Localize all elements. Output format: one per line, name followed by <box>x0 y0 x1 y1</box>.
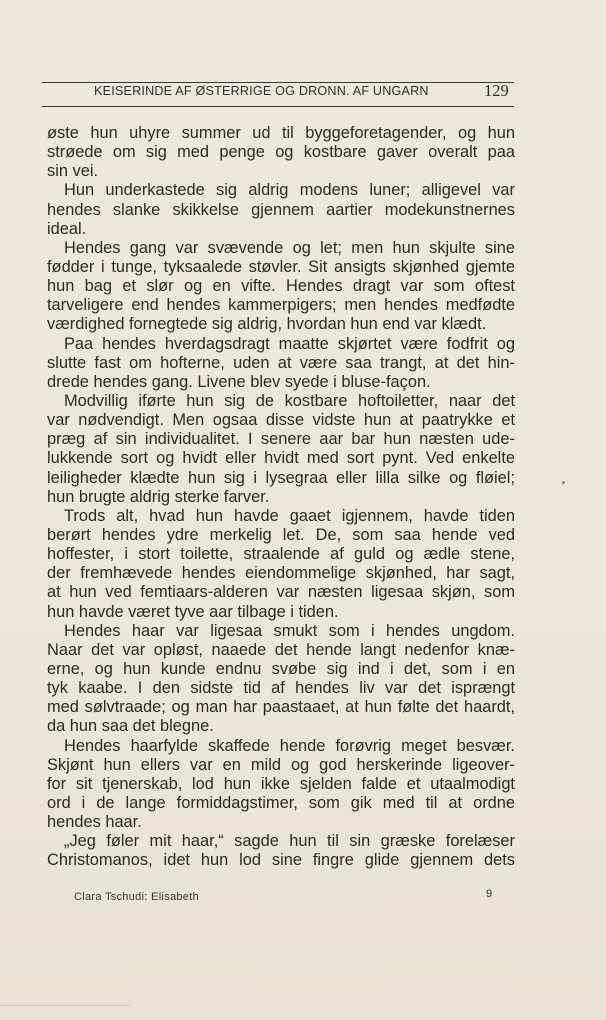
text-line: hendes slanke skikkelse gjennem aartier modekunstnernes <box>47 200 515 219</box>
text-line: Hendes haar var ligesaa smukt som i hendes ungdom. <box>64 621 515 640</box>
text-line: hun havde været tyve aar tilbage i tiden. <box>47 602 339 621</box>
page-speck <box>562 481 565 484</box>
page-edge-scuff <box>0 1005 130 1006</box>
text-line: var nødvendigt. Men ogsaa disse vidste hun at paatrykke et <box>47 411 515 430</box>
text-line: tyk kaabe. I den sidste tid af hendes liv var det isprængt <box>47 679 515 698</box>
text-line: hun brugte aldrig sterke farver. <box>47 487 270 506</box>
text-line: med sølvtraade; og man har paastaaet, at hun følte det haardt, <box>47 698 515 717</box>
text-line: Trods alt, hvad hun havde gaaet igjennem, havde tiden <box>64 506 515 525</box>
running-head: KEISERINDE AF ØSTERRIGE OG DRONN. AF UNGARN <box>94 84 429 98</box>
text-line: hun bag et slør og en vifte. Hendes dragt var som oftest <box>47 277 515 296</box>
text-line: for sit tjenerskab, lod hun ikke sjelden falde et utaalmodigt <box>47 774 515 793</box>
text-line: lukkende sort og hvidt eller hvidt med sort pynt. Ved enkelte <box>47 449 515 468</box>
text-line: Modvillig iførte hun sig de kostbare hoftoiletter, naar det <box>64 391 515 410</box>
text-line: tarveligere end hendes kammerpigers; men hendes medfødte <box>47 296 515 315</box>
text-line: ord i de lange formiddagstimer, som gik med til at ordne <box>47 793 515 812</box>
text-line: drede hendes gang. Livene blev syede i bluse-façon. <box>47 372 431 391</box>
body-text <box>47 124 515 870</box>
text-line: hendes haar. <box>47 813 142 832</box>
text-line: berørt hendes ydre merkelig let. De, som saa hende ved <box>47 525 515 544</box>
text-line: sin vei. <box>47 162 99 181</box>
text-line: leiligheder klædte hun sig i lysegraa eller lilla silke og fløiel; <box>47 468 515 487</box>
text-line: Hendes haarfylde skaffede hende forøvrig meget besvær. <box>64 736 515 755</box>
header-rule-bottom <box>42 106 514 107</box>
text-line: øste hun uhyre summer ud til byggeforetagender, og hun <box>47 124 515 142</box>
text-line: hoffester, i stort toilette, straalende af guld og ædle stene, <box>47 545 515 564</box>
text-line: værdighed fornegtede sig aldrig, hvordan hun end var klædt. <box>47 315 487 334</box>
text-line: slutte fast om hofterne, uden at være saa trangt, at det hin- <box>47 353 515 372</box>
text-line: Skjønt hun ellers var en mild og god herskerinde ligeover- <box>47 755 515 774</box>
text-line: „Jeg føler mit haar,“ sagde hun til sin græske forelæser <box>64 832 515 851</box>
footer-signature: Clara Tschudi: Elisabeth <box>74 891 200 903</box>
text-line: at hun ved femtiaars-alderen var næsten ligesaa skjøn, som <box>47 583 515 602</box>
text-line: fødder i tunge, tyksaalede støvler. Sit ansigts skjønhed gjemte <box>47 257 515 276</box>
text-line: da hun saa det blegne. <box>47 717 214 736</box>
footer-sheet-number: 9 <box>486 888 493 900</box>
header-rule-top <box>42 82 514 83</box>
text-line: Hendes gang var svævende og let; men hun skjulte sine <box>64 238 515 257</box>
text-line: Paa hendes hverdagsdragt maatte skjørtet være fodfrit og <box>64 334 515 353</box>
text-line: Naar det var opløst, naaede det hende langt nedenfor knæ- <box>47 640 515 659</box>
text-line: præg af sin individualitet. I senere aar bar hun næsten ude- <box>47 430 515 449</box>
text-line: erne, og hun kunde endnu svøbe sig ind i det, som i en <box>47 659 515 678</box>
text-line: strøede om sig med penge og kostbare gaver overalt paa <box>47 143 515 162</box>
text-line: der fremhævede hendes eiendommelige skjønhed, har sagt, <box>47 564 515 583</box>
text-line: ideal. <box>47 219 87 238</box>
text-line: Christomanos, idet hun lod sine fingre glide gjennem dets <box>47 851 515 870</box>
page-number: 129 <box>484 81 509 100</box>
text-line: Hun underkastede sig aldrig modens luner; alligevel var <box>64 181 515 200</box>
